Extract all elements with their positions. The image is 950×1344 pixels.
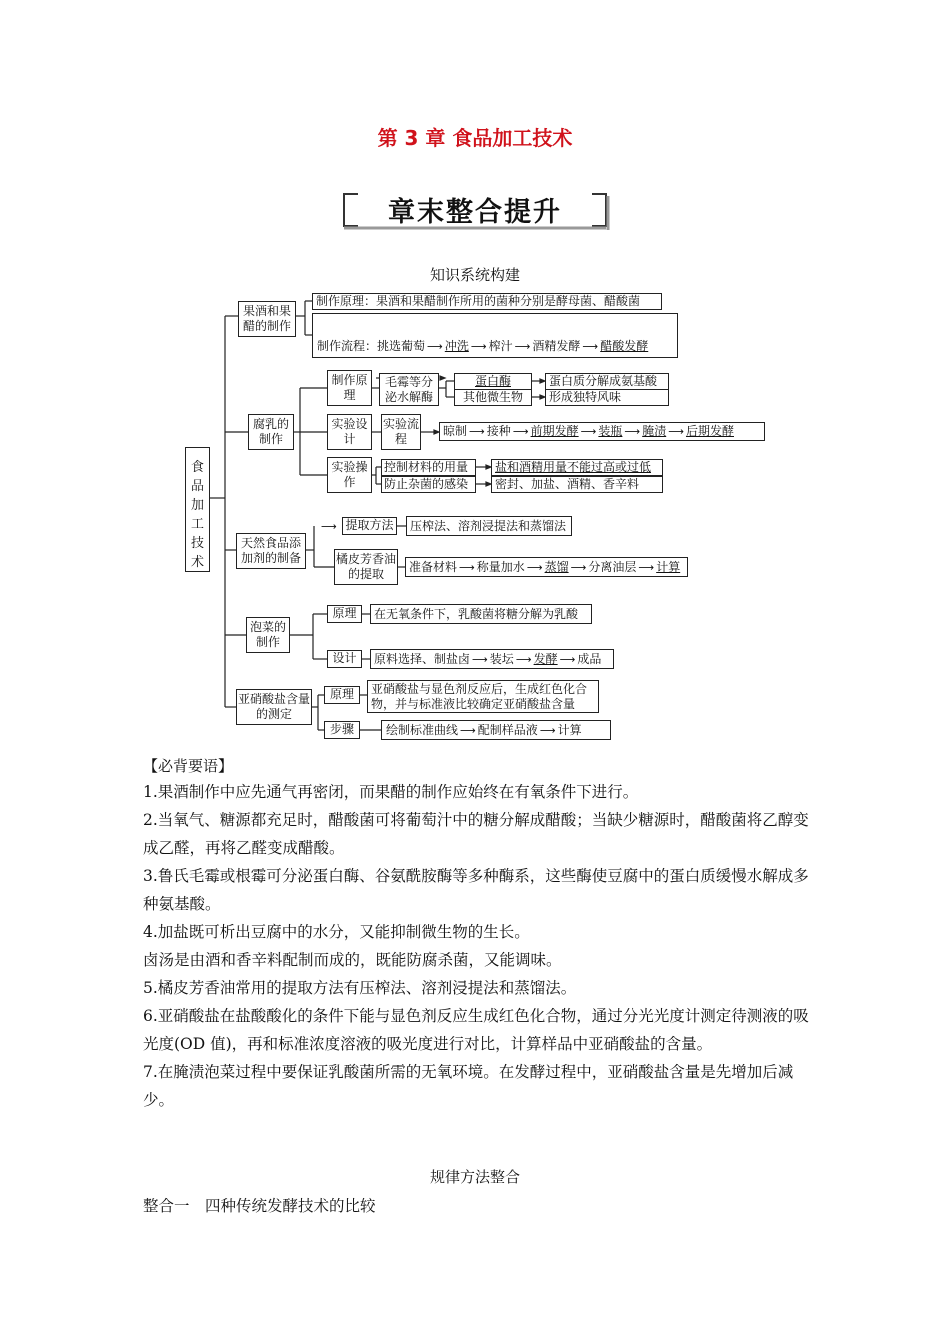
- b1-flow: 制作流程：挑选葡萄 ⟶ 冲洗 ⟶ 榨汁 ⟶ 酒精发酵 ⟶ 醋酸发酵: [312, 313, 678, 358]
- note-7: 7.在腌渍泡菜过程中要保证乳酸菌所需的无氧环境。在发酵过程中，亚硝酸盐含量是先增加后减少。: [143, 1063, 794, 1109]
- b2-step-5: 腌渍: [642, 424, 667, 438]
- b4-flow: 原料选择、制盐卤 ⟶ 装坛 ⟶ 发酵 ⟶ 成品: [370, 649, 614, 669]
- b2-operation-label: 实验操作: [327, 457, 372, 493]
- b4-principle-label: 原理: [327, 605, 362, 623]
- b1-step-2: 冲洗: [444, 339, 469, 353]
- note-4: 4.加盐既可析出豆腐中的水分，又能抑制微生物的生长。: [143, 923, 530, 941]
- b2-result-amino-acids: 蛋白质分解成氨基酸: [545, 373, 669, 390]
- b2-step-4: 装瓶: [598, 424, 623, 438]
- banner-title: 章末整合提升: [388, 197, 562, 228]
- b3-orange-oil-label: 橘皮芳香油的提取: [334, 549, 398, 585]
- b5-principle-line-2: 物，并与标准液比较确定亚硝酸盐含量: [371, 697, 576, 711]
- b2-step-1: 晾制: [443, 424, 468, 438]
- b5-flow: 绘制标准曲线 ⟶ 配制样品液 ⟶ 计算: [381, 720, 611, 740]
- b3-method-arrow: ⟶: [321, 520, 337, 533]
- b3-step-3: 蒸馏: [544, 560, 569, 574]
- b4-step-2: 装坛: [489, 652, 514, 666]
- b2-other-microbes: 其他微生物: [454, 389, 532, 406]
- branch-natural-additives: 天然食品添加剂的制备: [236, 533, 306, 569]
- b3-step-4: 分离油层: [588, 560, 637, 574]
- b1-step-1: 挑选葡萄: [377, 339, 426, 353]
- section-knowledge-title: 知识系统构建: [429, 266, 520, 284]
- concept-map-root: 食品加工技术: [185, 447, 210, 572]
- b2-step-6: 后期发酵: [685, 424, 734, 438]
- must-memorize-title: 【必背要语】: [143, 757, 234, 775]
- b4-step-4: 成品: [577, 652, 602, 666]
- b2-protease: 蛋白酶: [454, 373, 532, 390]
- b3-step-1: 准备材料: [409, 560, 458, 574]
- b3-flow: 准备材料 ⟶ 称量加水 ⟶ 蒸馏 ⟶ 分离油层 ⟶ 计算: [405, 557, 688, 577]
- b3-step-5: 计算: [656, 560, 681, 574]
- b2-mold-secretes: 毛霉等分泌水解酶: [379, 373, 439, 406]
- b4-principle: 在无氧条件下，乳酸菌将糖分解为乳酸: [370, 604, 592, 624]
- b2-flow-label: 实验流程: [381, 414, 421, 450]
- note-5: 5.橘皮芳香油常用的提取方法有压榨法、溶剂浸提法和蒸馏法。: [143, 979, 577, 997]
- b5-step-label: 步骤: [324, 721, 360, 739]
- note-3: 3.鲁氏毛霉或根霉可分泌蛋白酶、谷氨酰胺酶等多种酶系，这些酶使豆腐中的蛋白质缓慢水解成多种氨基酸。: [143, 867, 809, 913]
- b3-methods: 压榨法、溶剂浸提法和蒸馏法: [406, 516, 572, 536]
- b2-op-amount: 控制材料的用量: [381, 459, 476, 476]
- b4-step-3: 发酵: [533, 652, 558, 666]
- b4-step-1: 原料选择、制盐卤: [374, 652, 471, 666]
- b2-step-3: 前期发酵: [530, 424, 579, 438]
- b5-principle: [367, 680, 599, 713]
- branch-fruit-wine-vinegar: 果酒和果醋的制作: [238, 301, 296, 337]
- b2-op-amount-result: 盐和酒精用量不能过高或过低: [491, 459, 663, 476]
- b1-step-3: 榨汁: [488, 339, 513, 353]
- notes-list: [143, 778, 815, 1114]
- b5-step-1: 绘制标准曲线: [386, 723, 459, 737]
- b2-step-2: 接种: [486, 424, 511, 438]
- b1-step-4: 酒精发酵: [532, 339, 581, 353]
- b3-method-label: 提取方法: [342, 517, 397, 535]
- b4-design-label: 设计: [327, 650, 362, 668]
- note-2: 2.当氧气、糖源都充足时，醋酸菌可将葡萄汁中的糖分解成醋酸；当缺少糖源时，醋酸菌将乙醇变成乙醛，再将乙醛变成醋酸。: [143, 811, 809, 857]
- b2-op-contamination: 防止杂菌的感染: [381, 476, 476, 493]
- b1-flow-label: 制作流程：: [317, 339, 378, 353]
- b2-op-contamination-result: 密封、加盐、酒精、香辛料: [491, 476, 663, 493]
- b5-step-2: 配制样品液: [477, 723, 538, 737]
- branch-pickles: 泡菜的制作: [246, 617, 290, 653]
- note-1: 1.果酒制作中应先通气再密闭，而果醋的制作应始终在有氧条件下进行。: [143, 783, 639, 801]
- b2-result-flavor: 形成独特风味: [545, 389, 669, 406]
- b5-principle-label: 原理: [324, 686, 360, 704]
- b1-principle: 制作原理：果酒和果醋制作所用的菌种分别是酵母菌、醋酸菌: [312, 293, 662, 310]
- b3-step-2: 称量加水: [476, 560, 525, 574]
- section-methods-title: 规律方法整合: [429, 1168, 520, 1186]
- b5-principle-line-1: 亚硝酸盐与显色剂反应后，生成红色化合: [371, 682, 588, 696]
- chapter-title: 第 3 章 食品加工技术: [377, 126, 573, 150]
- b2-principle-label: 制作原理: [327, 370, 372, 406]
- b2-design-label: 实验设计: [327, 414, 372, 450]
- branch-fermented-tofu: 腐乳的制作: [248, 414, 294, 450]
- note-6: 6.亚硝酸盐在盐酸酸化的条件下能与显色剂反应生成红色化合物，通过分光光度计测定待测液的吸光度(OD 值)，再和标准浓度溶液的吸光度进行对比，计算样品中亚硝酸盐的含量。: [143, 1007, 809, 1053]
- integration-one-title: 整合一 四种传统发酵技术的比较: [143, 1197, 376, 1215]
- branch-nitrite-measurement: 亚硝酸盐含量的测定: [236, 689, 312, 725]
- note-4b: 卤汤是由酒和香辛料配制而成的，既能防腐杀菌，又能调味。: [143, 951, 562, 969]
- b5-step-3: 计算: [557, 723, 582, 737]
- b1-step-5: 醋酸发酵: [600, 339, 649, 353]
- b2-flow: 晾制 ⟶ 接种 ⟶ 前期发酵 ⟶ 装瓶 ⟶ 腌渍 ⟶ 后期发酵: [439, 422, 765, 441]
